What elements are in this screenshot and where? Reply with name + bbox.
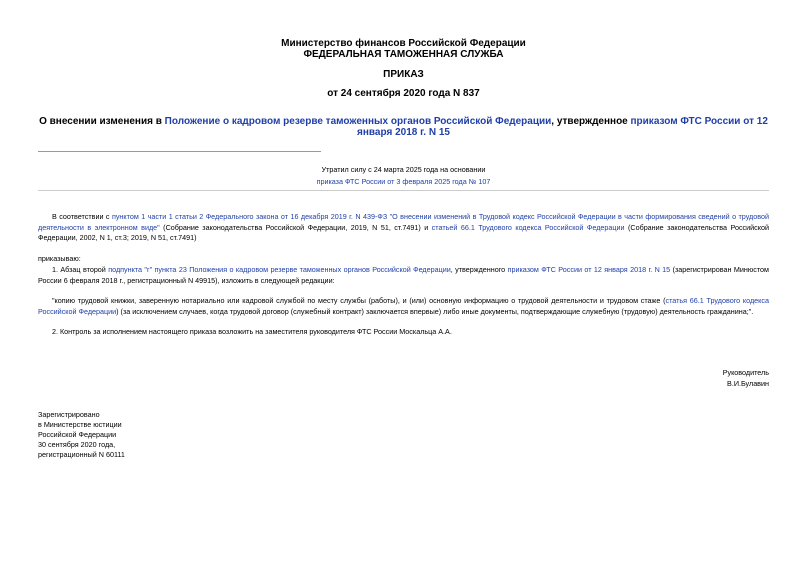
signature-role: Руководитель [722,368,769,377]
doc-date-number: от 24 сентября 2020 года N 837 [327,88,480,99]
status-link-repeal-order[interactable]: приказа ФТС России от 3 февраля 2025 года № 107 [316,177,491,186]
registration-line-5: регистрационный N 60111 [38,450,125,459]
quote-text-1: "копию трудовой книжки, заверенную нотариально или кадровой службой по месту службы (работы), и (или) основную информацию о трудовой деятельности и трудовом стаже ( [52,296,666,305]
item1-text-1: 1. Абзац второй [52,265,109,274]
doc-type-heading: ПРИКАЗ [383,69,424,80]
preamble-text-3: (Собрание законодательства Российской Федерации, 2002, N 1, ст.3; 2019, N 51, ст.7491) [38,222,769,242]
divider-top [38,151,321,152]
item1-link-subparagraph[interactable]: подпункта "г" пункта 23 Положения о кадровом резерве таможенных органов Российской Федерации [108,265,451,274]
order-word: приказываю: [38,254,81,263]
item1-text-2: , утвержденного [450,265,508,274]
registration-line-1: Зарегистрировано [38,410,100,419]
registration-line-3: Российской Федерации [38,430,117,439]
divider-status [38,190,769,191]
quote-link-labor-code[interactable]: статья 66.1 Трудового кодекса Российской Федерации [38,296,769,316]
document-title [38,116,769,138]
title-text-2: , утвержденное [551,116,631,127]
item1-text-3: (зарегистрирован Минюстом России 6 февраля 2018 г., регистрационный N 49915), изложить в следующей редакции: [38,265,769,285]
title-text-1: О внесении изменения в [39,116,165,127]
preamble-text-1: В соответствии с [52,212,112,221]
signature-name: В.И.Булавин [727,379,769,388]
preamble-link-federal-law[interactable]: пунктом 1 части 1 статьи 2 Федерального закона от 16 декабря 2019 г. N 439-ФЗ "О внесении изменений в Трудовой кодекс Российской Федерации в части формирования сведений о трудовой деятельности в электронном виде" [38,212,769,232]
status-line-2 [0,176,807,187]
preamble-link-labor-code[interactable]: статьей 66.1 Трудового кодекса Российской Федерации [431,222,625,232]
registration-line-4: 30 сентября 2020 года, [38,440,116,449]
title-link-order[interactable]: приказом ФТС России от 12 января 2018 г. N 15 [357,116,768,138]
quote-paragraph [38,296,769,317]
title-link-regulation[interactable]: Положение о кадровом резерве таможенных органов Российской Федерации [164,116,552,127]
preamble-paragraph [38,212,769,244]
quote-text-2: ) (за исключением случаев, когда трудовой договор (служебный контракт) заключается впервые) либо иные документы, подтверждающие служебную (трудовую) деятельность гражданина;". [116,306,754,316]
item1-link-order[interactable]: приказом ФТС России от 12 января 2018 г. N 15 [507,265,671,274]
registration-line-2: в Министерстве юстиции [38,420,122,429]
preamble-text-2: (Собрание законодательства Российской Федерации, 2019, N 51, ст.7491) и [159,222,432,232]
service-heading: ФЕДЕРАЛЬНАЯ ТАМОЖЕННАЯ СЛУЖБА [303,49,504,60]
item-2-paragraph: 2. Контроль за исполнением настоящего приказа возложить на заместителя руководителя ФТС России Москальца А.А. [52,327,452,336]
status-line-1: Утратил силу с 24 марта 2025 года на основании [321,165,486,174]
ministry-heading: Министерство финансов Российской Федерации [281,38,526,49]
item-1-paragraph [38,265,769,286]
